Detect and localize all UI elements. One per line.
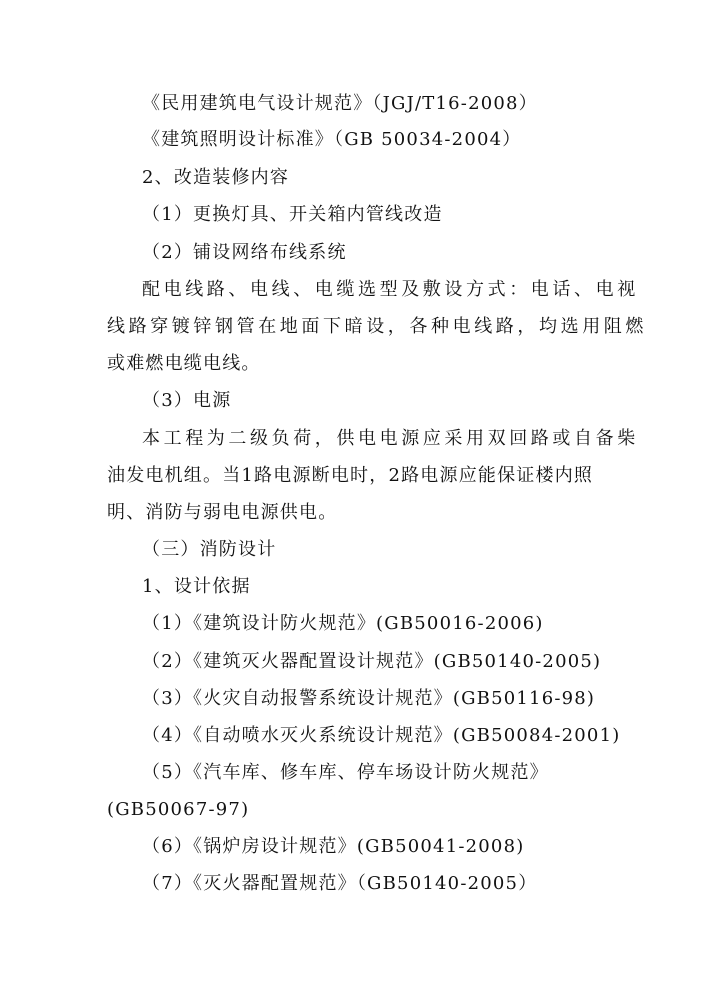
section-heading: 2、改造装修内容	[142, 167, 290, 188]
list-item-continuation: (GB50067-97)	[107, 799, 250, 820]
text-line: 《建筑照明设计标准》（GB 50034-2004）	[142, 129, 522, 150]
paragraph-line: 配电线路、电线、电缆选型及敷设方式：电话、电视	[142, 279, 639, 300]
list-item: （5）《汽车库、修车库、停车场设计防火规范》	[142, 762, 549, 783]
list-item: （3）《火灾自动报警系统设计规范》(GB50116-98)	[142, 688, 596, 709]
paragraph-line: 明、消防与弱电电源供电。	[107, 502, 338, 523]
paragraph-line: 本工程为二级负荷，供电电源应采用双回路或自备柴	[142, 428, 639, 449]
text-line: 《民用建筑电气设计规范》（JGJ/T16-2008）	[142, 93, 538, 114]
list-item: （6）《锅炉房设计规范》(GB50041-2008)	[142, 836, 525, 857]
paragraph-line: 或难燃电缆电线。	[107, 353, 261, 374]
text-line: （2）铺设网络布线系统	[142, 242, 347, 263]
text-line: （1）更换灯具、开关箱内管线改造	[142, 204, 443, 225]
paragraph-line: 线路穿镀锌钢管在地面下暗设，各种电线路，均选用阻燃	[107, 316, 647, 337]
paragraph-line: 油发电机组。当1路电源断电时，2路电源应能保证楼内照	[107, 465, 594, 486]
list-item: （7）《灭火器配置规范》（GB50140-2005）	[142, 873, 538, 894]
list-item: （4）《自动喷水灭火系统设计规范》(GB50084-2001)	[142, 725, 621, 746]
section-heading: 1、设计依据	[142, 576, 251, 597]
section-heading: （3）电源	[142, 390, 232, 411]
list-item: （1）《建筑设计防火规范》(GB50016-2006)	[142, 613, 544, 634]
list-item: （2）《建筑灭火器配置设计规范》(GB50140-2005)	[142, 651, 602, 672]
section-heading: （三）消防设计	[142, 539, 277, 560]
